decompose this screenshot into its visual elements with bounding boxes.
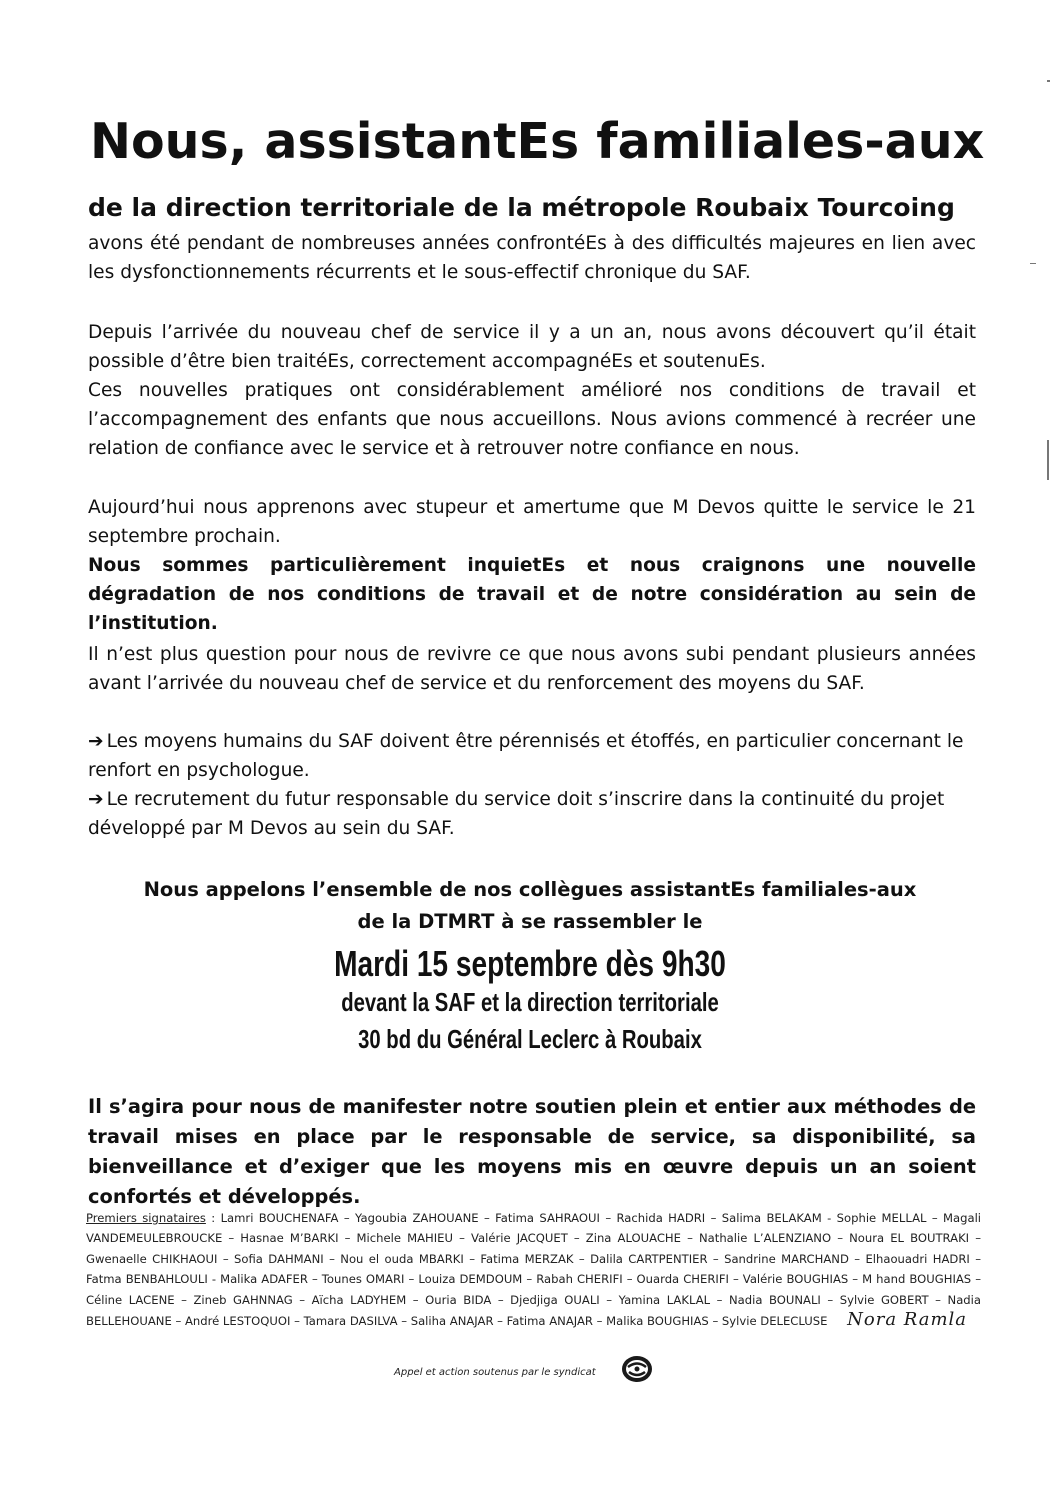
event-date: Mardi 15 septembre dès 9h30 [334,943,726,984]
event-place-line-1: devant la SAF et la direction territoriale [341,987,719,1017]
page-title: Nous, assistantEs familiales-aux [90,113,985,170]
demand-item [88,727,976,785]
event-place-line-2: 30 bd du Général Leclerc à Roubaix [358,1024,702,1054]
demands-list [88,727,976,843]
demand-text: Les moyens humains du SAF doivent être pérennisés et étoffés, en particulier concernant le renfort en psychologue. [88,731,964,781]
intro-paragraph [88,229,976,287]
call-line-1: Nous appelons l’ensemble de nos collègues assistantEs familiales-aux [143,878,917,901]
concern-text: Nous sommes particulièrement inquietEs et nous craignons une nouvelle dégradation de nos conditions de travail et de notre considération au sein de l’institution. [88,555,976,634]
demand-item [88,785,976,843]
call-to-gather [80,874,980,938]
arrow-right-icon: ➔ [88,731,104,752]
scan-speck [1030,263,1036,264]
closing-paragraph: Il s’agira pour nous de manifester notre soutien plein et entier aux méthodes de travail mises en place par le responsable de service, sa disponibilité, sa bienveillance et d’exiger que les moyens mis en œuvre depuis un an soient confortés et développés. [88,1095,976,1208]
signatories-list [86,1208,981,1331]
intro-text: avons été pendant de nombreuses années confrontéEs à des difficultés majeures en lien avec les dysfonctionnements récurrents et le sous-effectif chronique du SAF. [88,233,976,283]
handwritten-signature: Nora Ramla [847,1309,968,1331]
call-line-2: de la DTMRT à se rassembler le [357,910,703,933]
signatories-label: Premiers signataires [86,1211,206,1225]
context-text-1: Depuis l’arrivée du nouveau chef de service il y a un an, nous avons découvert qu’il était possible d’être bien traitéEs, correctement accompagnéEs et soutenuEs. [88,322,976,372]
news-text: Aujourd’hui nous apprenons avec stupeur et amertume que M Devos quitte le service le 21 septembre prochain. [88,497,976,547]
refusal-paragraph [88,640,976,698]
context-text-2: Ces nouvelles pratiques ont considérablement amélioré nos conditions de travail et l’accompagnement des enfants que nous accueillons. Nous avions commencé à recréer une relation de confiance avec le service et à retrouver notre confiance en nous. [88,380,976,459]
news-paragraph [88,493,976,638]
support-note: Appel et action soutenus par le syndicat [394,1367,596,1378]
scan-speck [1047,440,1049,480]
scan-speck [1047,80,1050,82]
demand-text: Le recrutement du futur responsable du service doit s’inscrire dans la continuité du projet développé par M Devos au sein du SAF. [88,789,945,839]
signatories-names: : Lamri BOUCHENAFA – Yagoubia ZAHOUANE – Fatima SAHRAOUI – Rachida HADRI – Salima BELAKAM - Sophie MELLAL – Magali VANDEMEULEBROUCKE – Hasnae M’BARKI – Michele MAHIEU – Valérie JACQUET – Zina ALOUACHE – Nathalie L’ALENZIANO – Noura EL BOUTRAKI – Gwenaelle CHIKHAOUI – Sofia DAHMANI – Nou el ouda MBARKI – Fatima MERZAK – Dalila CARTPENTIER – Sandrine MARCHAND – Elhaouadri HADRI – Fatma BENBAHLOULI - Malika ADAFER – Tounes OMARI – Louiza DEMDOUM – Rabah CHERIFI – Ouarda CHERIFI – Valérie BOUGHIAS – M hand BOUGHIAS – Céline LACENE – Zineb GAHNNAG – Aïcha LADYHEM – Ouria BIDA – Djedjiga OUALI – Yamina LAKLAL – Nadia BOUNALI – Sylvie GOBERT – Nadia BELLEHOUANE – André LESTOQUOI – Tamara DASILVA – Saliha ANAJAR – Fatima ANAJAR – Malika BOUGHIAS – Sylvie DELECLUSE [86,1211,982,1329]
refusal-text: Il n’est plus question pour nous de revivre ce que nous avons subi pendant plusieurs années avant l’arrivée du nouveau chef de service et du renforcement des moyens du SAF. [88,644,976,694]
union-logo-icon [620,1354,654,1384]
context-paragraph [88,318,976,463]
page-subtitle: de la direction territoriale de la métropole Roubaix Tourcoing [88,193,955,222]
arrow-right-icon: ➔ [88,789,104,810]
